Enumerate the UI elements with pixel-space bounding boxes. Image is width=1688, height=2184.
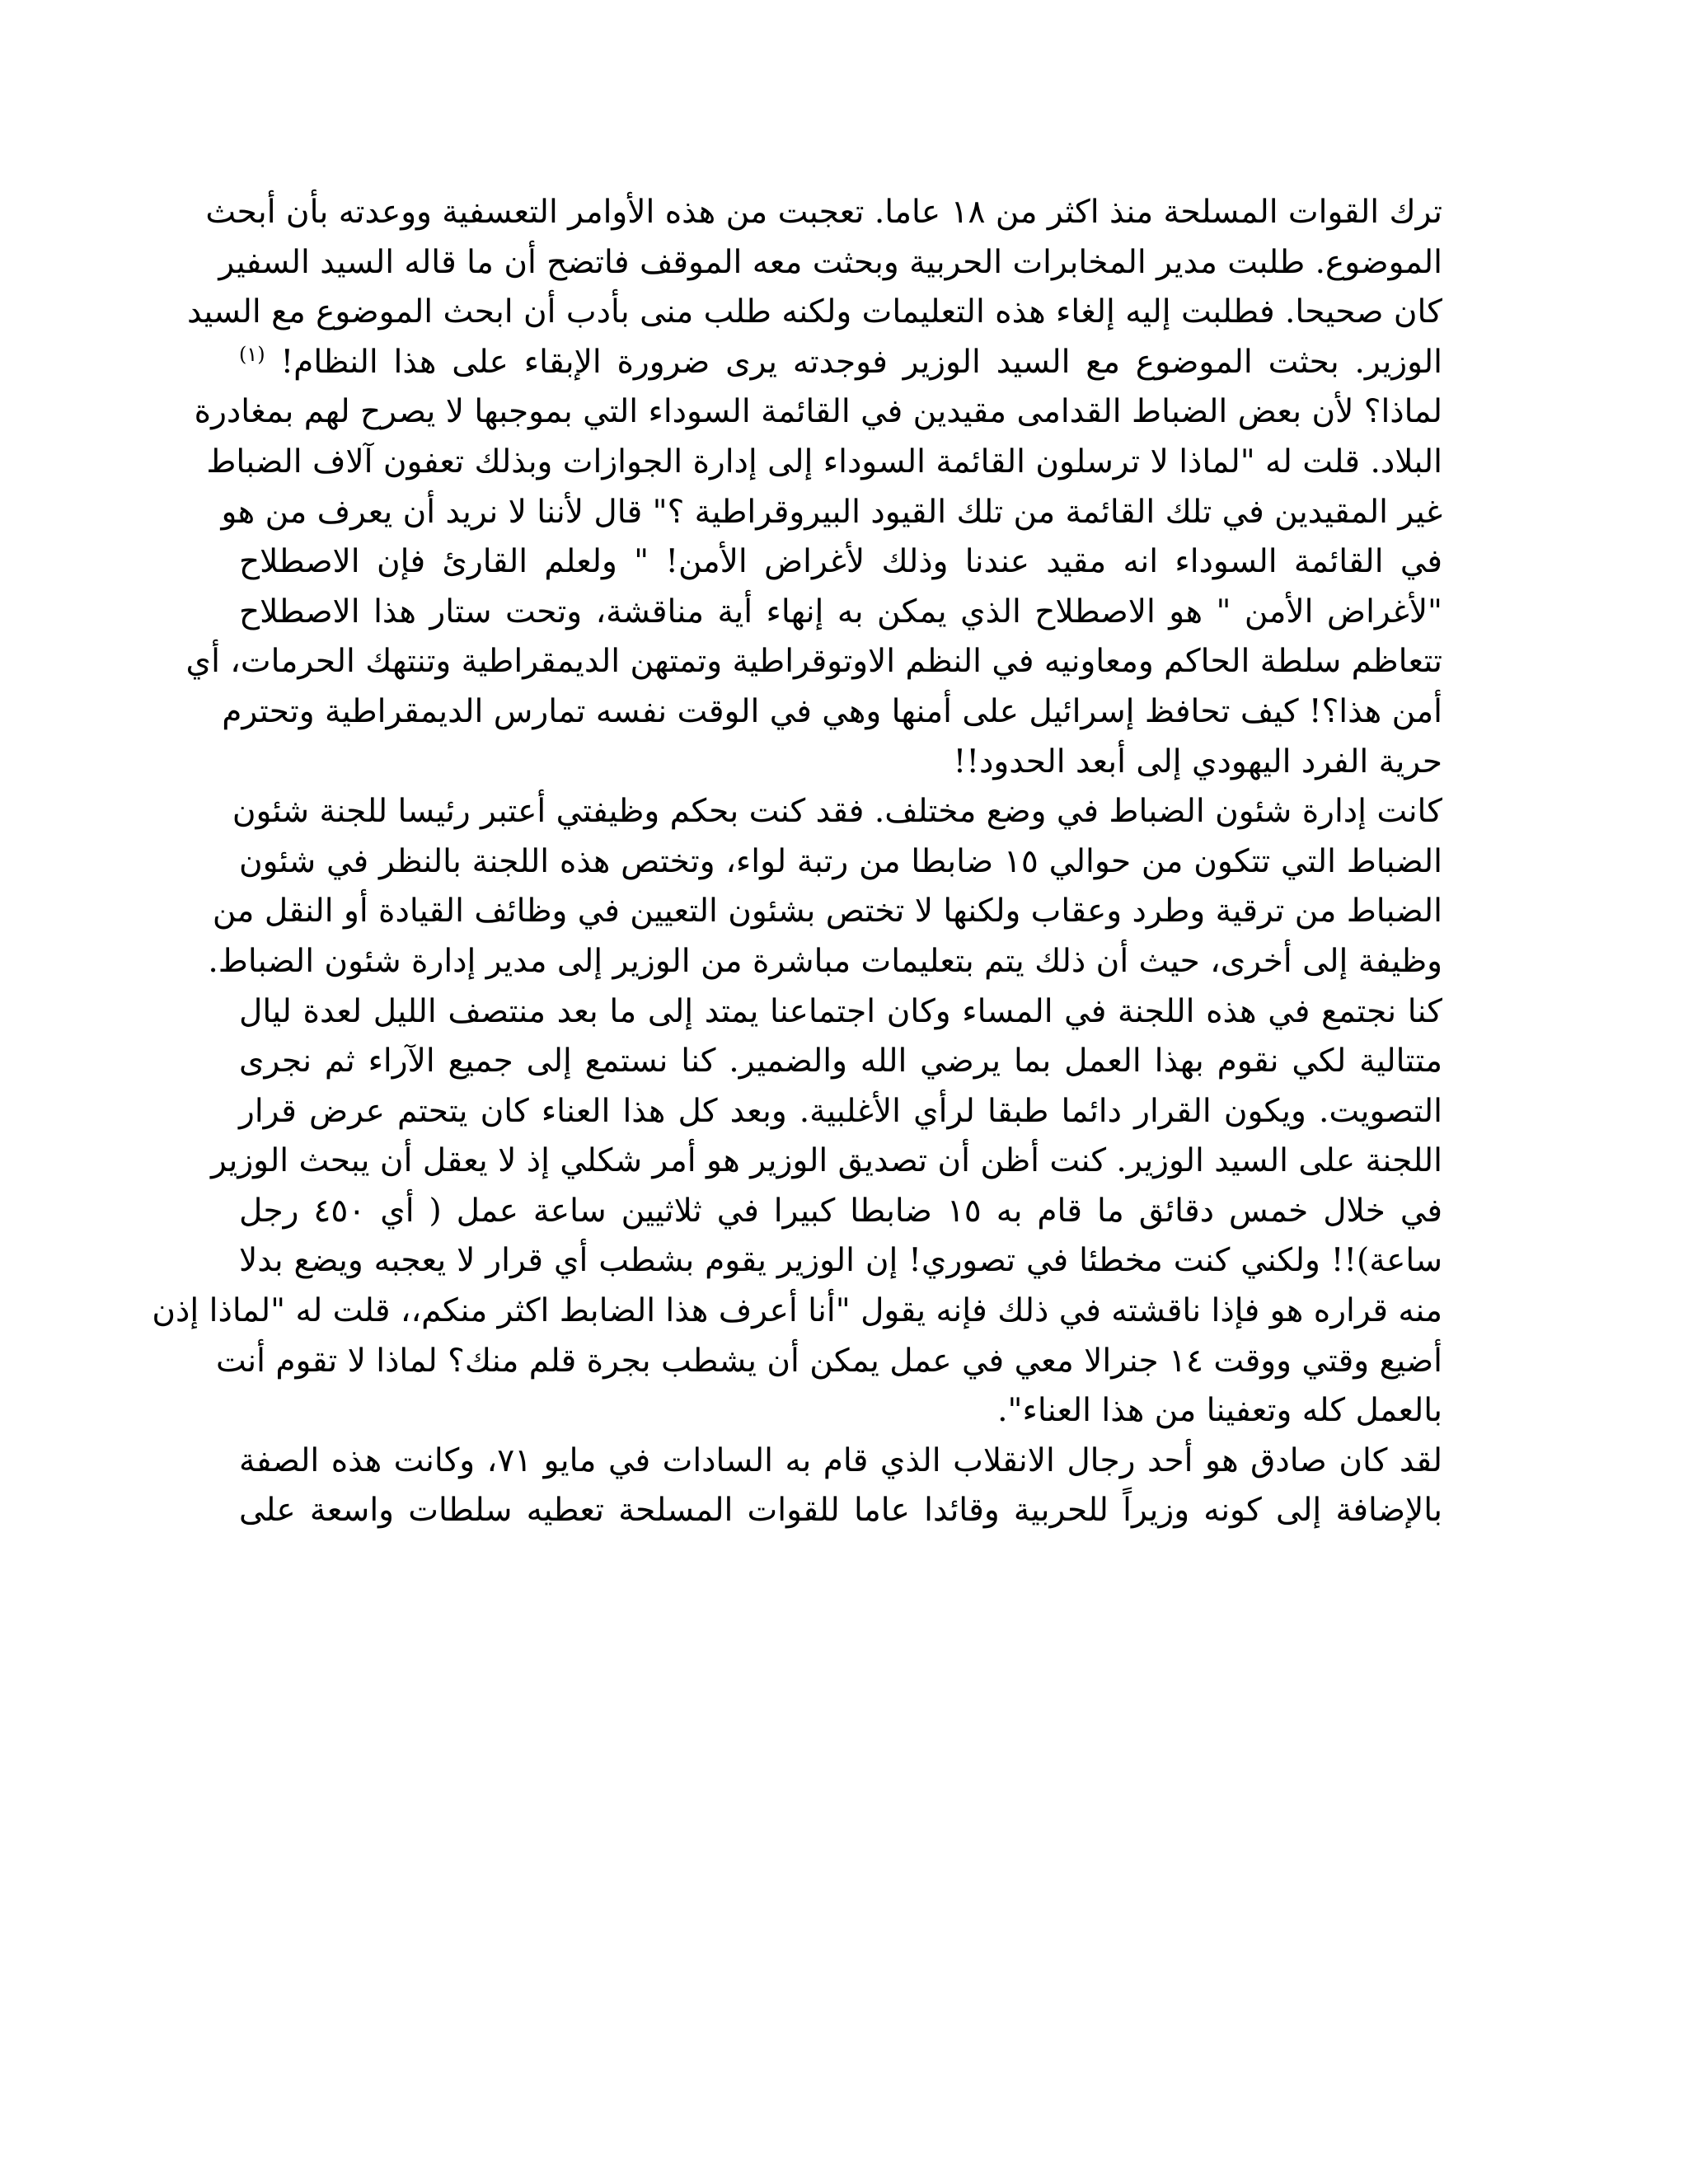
text-line bbox=[239, 837, 1442, 888]
text-line-content: كانت إدارة شئون الضباط في وضع مختلف. فقد كنت بحكم وظيفتي أعتبر رئيسا للجنة شئون bbox=[232, 793, 1442, 831]
text-line bbox=[239, 1436, 1442, 1487]
text-line-content: الضباط من ترقية وطرد وعقاب ولكنها لا تختص بشئون التعيين في وظائف القيادة أو النقل من bbox=[212, 893, 1442, 930]
text-line bbox=[239, 338, 1442, 388]
text-line-content: لقد كان صادق هو أحد رجال الانقلاب الذي قام به السادات في مايو ٧١، وكانت هذه الصفة bbox=[239, 1441, 1443, 1479]
text-line-content: في القائمة السوداء انه مقيد عندنا وذلك لأغراض الأمن! " ولعلم القارئ فإن الاصطلاح bbox=[239, 543, 1442, 581]
text-line-content: البلاد. قلت له "لماذا لا ترسلون القائمة السوداء إلى إدارة الجوازات وبذلك تعفون آلاف الضباط bbox=[206, 443, 1442, 480]
text-line-content: "لأغراض الأمن " هو الاصطلاح الذي يمكن به إنهاء أية مناقشة، وتحت ستار هذا الاصطلاح bbox=[239, 593, 1442, 630]
text-line bbox=[239, 1187, 1442, 1237]
text-line-content: منه قراره هو فإذا ناقشته في ذلك فإنه يقول "أنا أعرف هذا الضابط اكثر منكم،، قلت له "لماذا إذن bbox=[152, 1292, 1442, 1330]
text-line bbox=[152, 1286, 1442, 1337]
text-line-content: ساعة)!! ولكني كنت مخطئا في تصوري! إن الوزير يقوم بشطب أي قرار لا يعجبه ويضع بدلا bbox=[239, 1242, 1442, 1280]
text-line-content: الوزير. بحثت الموضوع مع السيد الوزير فوجدته يرى ضرورة الإبقاء على هذا النظام! bbox=[280, 343, 1442, 381]
text-line-content: أمن هذا؟! كيف تحافظ إسرائيل على أمنها وهي في الوقت نفسه تمارس الديمقراطية وتحترم bbox=[222, 692, 1442, 730]
text-line bbox=[239, 738, 1442, 788]
text-line bbox=[239, 537, 1442, 588]
text-line-content: في خلال خمس دقائق ما قام به ١٥ ضابطا كبيرا في ثلاثيين ساعة عمل ( أي ٤٥٠ رجل bbox=[239, 1192, 1442, 1230]
text-line bbox=[215, 1337, 1442, 1387]
text-line bbox=[208, 937, 1442, 987]
text-line bbox=[206, 438, 1442, 488]
text-line bbox=[239, 1486, 1442, 1536]
text-line bbox=[205, 188, 1442, 238]
text-line bbox=[222, 687, 1442, 738]
text-line-content: متتالية لكي نقوم بهذا العمل بما يرضي الله والضمير. كنا نستمع إلى جميع الآراء ثم نجرى bbox=[239, 1043, 1442, 1080]
text-line bbox=[232, 787, 1442, 837]
text-line-content: بالعمل كله وتعفينا من هذا العناء". bbox=[997, 1392, 1442, 1430]
text-line-content: التصويت. ويكون القرار دائما طبقا لرأي الأغلبية. وبعد كل هذا العناء كان يتحتم عرض قرار bbox=[239, 1092, 1442, 1130]
text-line-content: كان صحيحا. فطلبت إليه إلغاء هذه التعليمات ولكنه طلب منى بأدب أن ابحث الموضوع مع السيد bbox=[186, 293, 1442, 331]
text-line bbox=[239, 987, 1442, 1038]
text-line bbox=[212, 887, 1442, 937]
text-line bbox=[194, 387, 1442, 438]
text-line-content: غير المقيدين في تلك القائمة من تلك القيود البيروقراطية ؟" قال لأننا لا نريد أن يعرف من هو bbox=[221, 493, 1442, 531]
text-line-content: حرية الفرد اليهودي إلى أبعد الحدود!! bbox=[953, 743, 1442, 780]
text-line-content: تتعاظم سلطة الحاكم ومعاونيه في النظم الاوتوقراطية وتمتهن الديمقراطية وتنتهك الحرمات، أي bbox=[185, 643, 1442, 681]
footnote-reference: (١) bbox=[239, 342, 265, 366]
text-line-content: بالإضافة إلى كونه وزيراً للحربية وقائدا عاما للقوات المسلحة تعطيه سلطات واسعة على bbox=[239, 1492, 1442, 1530]
text-line-content: لماذا؟ لأن بعض الضباط القدامى مقيدين في القائمة السوداء التي بموجبها لا يصرح لهم بمغادرة bbox=[194, 393, 1442, 431]
text-line-content: اللجنة على السيد الوزير. كنت أظن أن تصديق الوزير هو أمر شكلي إذ لا يعقل أن يبحث الوزير bbox=[210, 1142, 1442, 1180]
text-line bbox=[239, 1236, 1442, 1286]
text-line-content: الضباط التي تتكون من حوالي ١٥ ضابطا من رتبة لواء، وتختص هذه اللجنة بالنظر في شئون bbox=[239, 842, 1442, 880]
text-line-content: أضيع وقتي ووقت ١٤ جنرالا معي في عمل يمكن أن يشطب بجرة قلم منك؟ لماذا لا تقوم أنت bbox=[215, 1342, 1442, 1380]
body-text bbox=[152, 188, 1443, 1536]
text-line bbox=[185, 637, 1442, 687]
text-line-content: الموضوع. طلبت مدير المخابرات الحربية وبحثت معه الموقف فاتضح أن ما قاله السيد السفير bbox=[218, 243, 1442, 281]
text-line bbox=[218, 238, 1442, 288]
text-line bbox=[239, 1087, 1442, 1137]
text-line-content: وظيفة إلى أخرى، حيث أن ذلك يتم بتعليمات مباشرة من الوزير إلى مدير إدارة شئون الضباط. bbox=[208, 942, 1442, 980]
text-line bbox=[210, 1137, 1442, 1187]
text-line bbox=[186, 288, 1442, 338]
text-line-content: كنا نجتمع في هذه اللجنة في المساء وكان اجتماعنا يمتد إلى ما بعد منتصف الليل لعدة ليال bbox=[239, 992, 1442, 1030]
text-line-content: ترك القوات المسلحة منذ اكثر من ١٨ عاما. تعجبت من هذه الأوامر التعسفية ووعدته بأن أبحث bbox=[205, 194, 1442, 231]
text-line bbox=[239, 1037, 1442, 1087]
text-line bbox=[239, 1386, 1442, 1436]
text-line bbox=[239, 588, 1442, 638]
text-line bbox=[221, 488, 1442, 538]
